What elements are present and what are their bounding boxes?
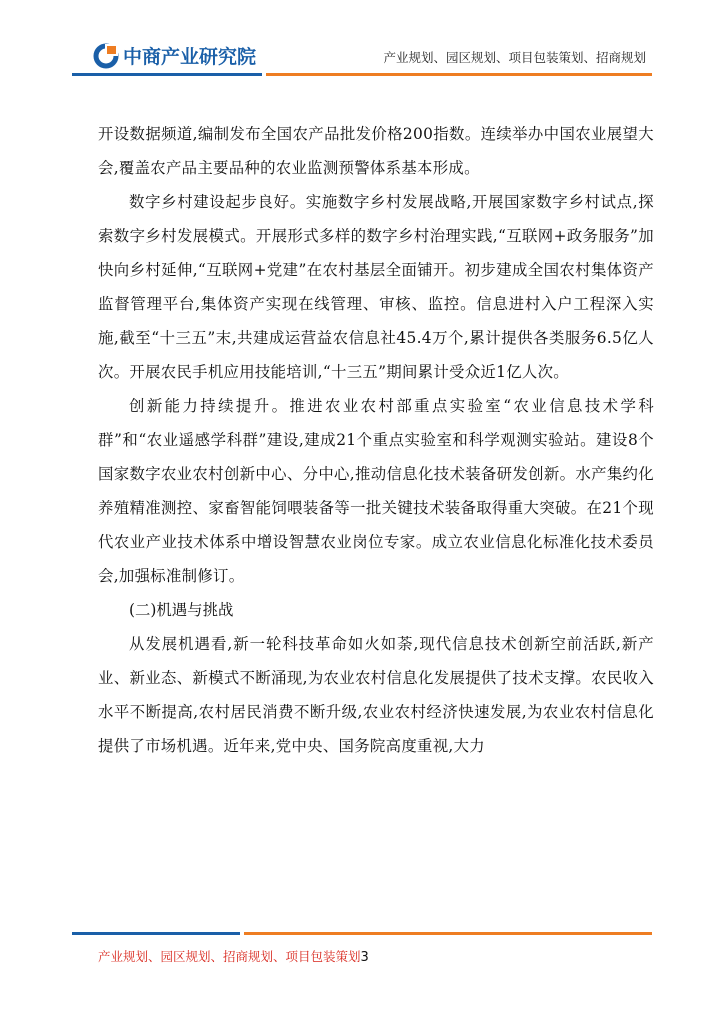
body-paragraph-1: 开设数据频道,编制发布全国农产品批发价格200指数。连续举办中国农业展望大会,覆盖农产品主要品种的农业监测预警体系基本形成。 bbox=[98, 125, 654, 177]
page-header bbox=[0, 0, 724, 80]
header-rule-orange bbox=[266, 73, 652, 76]
footer-rule-orange bbox=[244, 932, 652, 935]
company-logo bbox=[93, 42, 256, 69]
logo-text: 中商产业研究院 bbox=[123, 46, 257, 68]
body-paragraph-4: 从发展机遇看,新一轮科技革命如火如荼,现代信息技术创新空前活跃,新产业、新业态、新模式不断涌现,为农业农村信息化发展提供了技术支撑。农民收入水平不断提高,农村居民消费不断升级,农业农村经济快速发展,为农业农村信息化提供了市场机遇。近年来,党中央、国务院高度重视,大力 bbox=[98, 635, 654, 755]
page-footer bbox=[98, 947, 369, 965]
logo-mark-icon bbox=[93, 43, 119, 69]
body-paragraph-2: 数字乡村建设起步良好。实施数字乡村发展战略,开展国家数字乡村试点,探索数字乡村发展模式。开展形式多样的数字乡村治理实践,“互联网+政务服务”加快向乡村延伸,“互联网+党建”在农村基层全面铺开。初步建成全国农村集体资产监督管理平台,集体资产实现在线管理、审核、监控。信息进村入户工程深入实施,截至“十三五”末,共建成运营益农信息社45.4万个,累计提供各类服务6.5亿人次。开展农民手机应用技能培训,“十三五”期间累计受众近1亿人次。 bbox=[98, 193, 654, 381]
header-rule-blue bbox=[72, 73, 262, 76]
header-tagline: 产业规划、园区规划、项目包装策划、招商规划 bbox=[383, 50, 646, 65]
body-paragraph-3: 创新能力持续提升。推进农业农村部重点实验室“农业信息技术学科群”和“农业遥感学科群”建设,建成21个重点实验室和科学观测实验站。建设8个国家数字农业农村创新中心、分中心,推动信息化技术装备研发创新。水产集约化养殖精准测控、家畜智能饲喂装备等一批关键技术装备取得重大突破。在21个现代农业产业技术体系中增设智慧农业岗位专家。成立农业信息化标准化技术委员会,加强标准制修订。 bbox=[98, 397, 654, 585]
footer-text: 产业规划、园区规划、招商规划、项目包装策划 bbox=[98, 949, 361, 964]
footer-rule-blue bbox=[72, 932, 240, 935]
document-body bbox=[98, 117, 654, 763]
page-number: 3 bbox=[360, 950, 369, 965]
section-heading: (二)机遇与挑战 bbox=[129, 601, 234, 619]
